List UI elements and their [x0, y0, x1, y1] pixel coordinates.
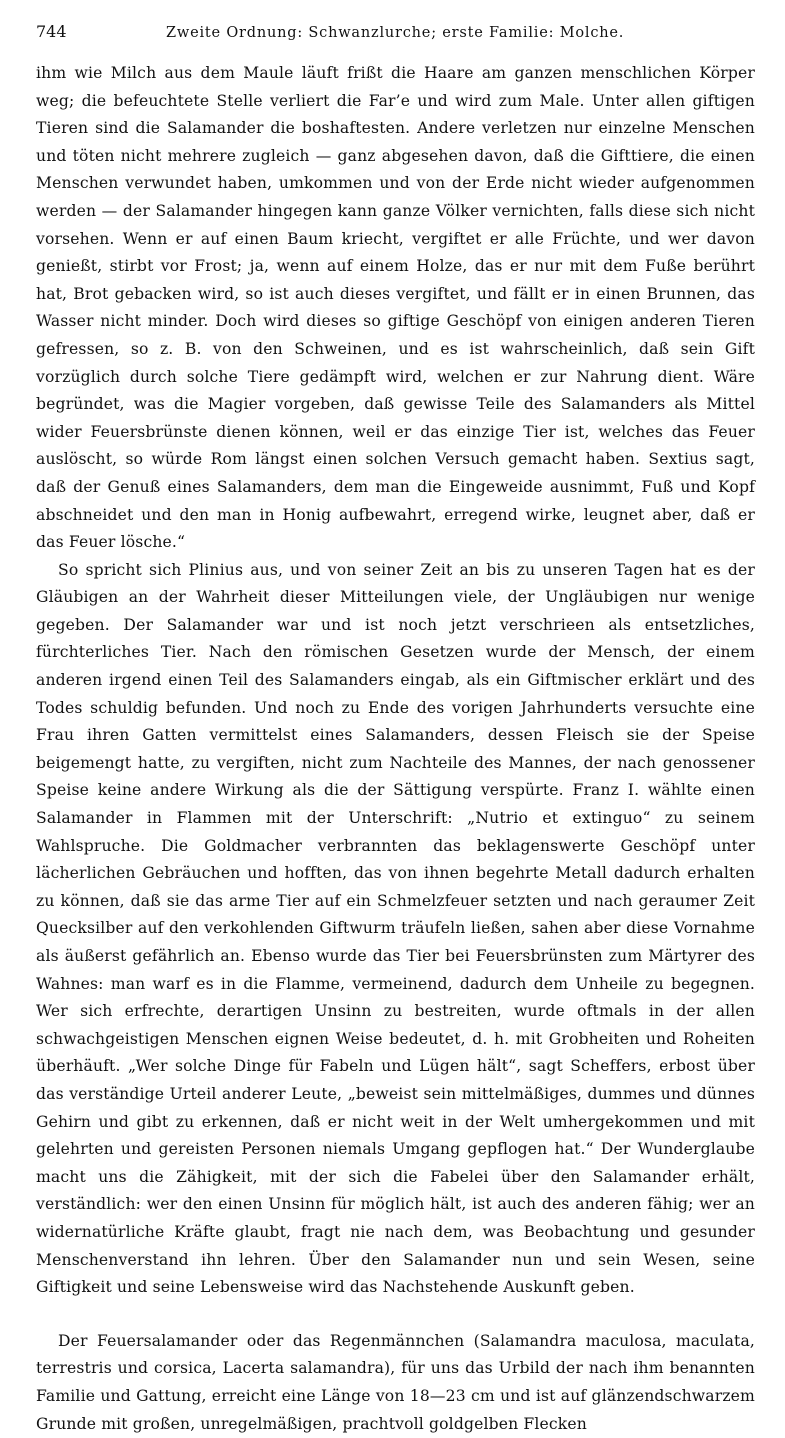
body-text — [36, 60, 755, 1438]
paragraph-continuation: ihm wie Milch aus dem Maule läuft frißt die Haare am ganzen menschlichen Körper weg; die befeuchtete Stelle verliert die Far’e und wird zum Male. Unter allen giftigen Tieren sind die Salamander die boshaftesten. Andere verletzen nur einzelne Menschen und töten nicht mehrere zugleich — ganz abgesehen davon, daß die Gifttiere, die einen Menschen verwundet haben, umkommen und von der Erde nicht wieder aufgenommen werden — der Salamander hingegen kann ganze Völker vernichten, falls diese sich nicht vorsehen. Wenn er auf einen Baum kriecht, vergiftet er alle Früchte, und wer davon genießt, stirbt vor Frost; ja, wenn auf einem Holze, das er nur mit dem Fuße berührt hat, Brot gebacken wird, so ist auch dieses vergiftet, und fällt er in einen Brunnen, das Wasser nicht minder. Doch wird dieses so giftige Geschöpf von einigen anderen Tieren gefressen, so z. B. von den Schweinen, und es ist wahrscheinlich, daß sein Gift vorzüglich durch solche Tiere gedämpft wird, welchen er zur Nahrung dient. Wäre begründet, was die Magier vorgeben, daß gewisse Teile des Salamanders als Mittel wider Feuersbrünste dienen können, weil er das einzige Tier ist, welches das Feuer auslöscht, so würde Rom längst einen solchen Versuch gemacht haben. Sextius sagt, daß der Genuß eines Salamanders, dem man die Eingeweide ausnimmt, Fuß und Kopf abschneidet und den man in Honig aufbewahrt, erregend wirke, leugnet aber, daß er das Feuer lösche.“ — [36, 64, 755, 552]
paragraph-plinius: So spricht sich Plinius aus, und von seiner Zeit an bis zu unseren Tagen hat es der Gläubigen an der Wahrheit dieser Mitteilungen viele, der Ungläubigen nur wenige gegeben. Der Salamander war und ist noch jetzt verschrieen als entsetzliches, fürchterliches Tier. Nach den römischen Gesetzen wurde der Mensch, der einem anderen irgend einen Teil des Salamanders eingab, als ein Giftmischer erklärt und des Todes schuldig befunden. Und noch zu Ende des vorigen Jahrhunderts versuchte eine Frau ihren Gatten vermittelst eines Salamanders, dessen Fleisch sie der Speise beigemengt hatte, zu vergiften, nicht zum Nachteile des Mannes, der nach genossener Speise keine andere Wirkung als die der Sättigung verspürte. Franz I. wählte einen Salamander in Flammen mit der Unterschrift: „Nutrio et extinguo“ zu seinem Wahlspruche. Die Goldmacher verbrannten das beklagenswerte Geschöpf unter lächerlichen Gebräuchen und hofften, das von ihnen begehrte Metall dadurch erhalten zu können, daß sie das arme Tier auf ein Schmelzfeuer setzten und nach geraumer Zeit Quecksilber auf den verkohlenden Giftwurm träufeln ließen, sahen aber diese Vornahme als äußerst gefährlich an. Ebenso wurde das Tier bei Feuersbrünsten zum Märtyrer des Wahnes: man warf es in die Flamme, vermeinend, dadurch dem Unheile zu begegnen. Wer sich erfrechte, derartigen Unsinn zu bestreiten, wurde oftmals in der allen schwachgeistigen Menschen eignen Weise bedeutet, d. h. mit Grobheiten und Roheiten überhäuft. „Wer solche Dinge für Fabeln und Lügen hält“, sagt Scheffers, erbost über das verständige Urteil anderer Leute, „beweist sein mittelmäßiges, dummes und dünnes Gehirn und gibt zu erkennen, daß er nicht weit in der Welt umhergekommen und mit gelehrten und gereisten Personen niemals Umgang gepflogen hat.“ Der Wunderglaube macht uns die Zähigkeit, mit der sich die Fabelei über den Salamander erhält, verständlich: wer den einen Unsinn für möglich hält, ist auch des anderen fähig; wer an widernatürliche Kräfte glaubt, fragt nie nach dem, was Beobachtung und gesunder Menschenverstand ihn lehren. Über den Salamander nun und sein Wesen, seine Giftigkeit und seine Lebensweise wird das Nachstehende Auskunft geben. — [36, 560, 755, 1297]
running-title: Zweite Ordnung: Schwanzlurche; erste Familie: Molche. — [166, 25, 625, 41]
page-number: 744 — [36, 22, 67, 41]
section-gap — [36, 1302, 755, 1328]
paragraph-feuersalamander: Der Feuersalamander oder das Regenmännchen (Salamandra maculosa, maculata, terrestris und corsica, Lacerta salamandra), für uns das Urbild der nach ihm benannten Familie und Gattung, erreicht eine Länge von 18—23 cm und ist auf glänzendschwarzem Grunde mit großen, unregelmäßigen, prachtvoll goldgelben Flecken — [36, 1331, 755, 1433]
running-header — [36, 22, 755, 50]
